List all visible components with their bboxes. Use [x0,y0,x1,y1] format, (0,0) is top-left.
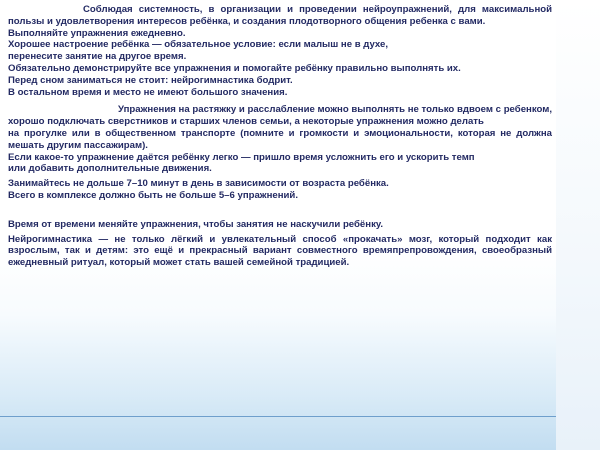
bottom-divider [0,416,556,417]
paragraph-stretching: Упражнения на растяжку и расслабление можно выполнять не только вдвоем с ребенком, хорошо подключать сверстников и старших членов семьи, а некоторые упражнения можно делать [8,104,552,128]
paragraph-neurogymnastics: Нейрогимнастика — не только лёгкий и увлекательный способ «прокачать» мозг, который подходит как взрослым, так и детям: это ещё и прекрасный вариант совместного времяпрепровождения, своеобразный ежедневный ритуал, который может стать вашей семейной традицией. [8,233,552,269]
paragraph-daily: Выполняйте упражнения ежедневно. [8,27,186,39]
paragraph-easy-exercise: Если какое-то упражнение даётся ребёнку легко — пришло время усложнить его и ускорить темп [8,151,475,163]
paragraph-count: Всего в комплексе должно быть не больше 5–6 упражнений. [8,189,298,201]
paragraph-systematic: Соблюдая системность, в организации и проведении нейроупражнений, для максимальной пользы и удовлетворения интересов ребёнка, и создания плодотворного общения ребенка с вами. [8,4,552,27]
paragraph-add-movements: или добавить дополнительные движения. [8,163,212,175]
paragraph-reschedule: перенесите занятие на другое время. [8,51,187,63]
slide-body-text [8,4,552,269]
paragraph-time-place: В остальном время и место не имеют большого значения. [8,86,288,98]
paragraph-mood: Хорошее настроение ребёнка — обязательное условие: если малыш не в духе, [8,39,389,51]
slide-right-strip [556,0,600,450]
paragraph-transport: на прогулке или в общественном транспорте (помните и громкости и эмоциональности, которая не должна мешать другим пассажирам). [8,127,552,151]
paragraph-demonstrate: Обязательно демонстрируйте все упражнения и помогайте ребёнку правильно выполнять их. [8,62,461,74]
paragraph-before-sleep: Перед сном заниматься не стоит: нейрогимнастика бодрит. [8,74,293,86]
paragraph-change-exercises: Время от времени меняйте упражнения, чтобы занятия не наскучили ребёнку. [8,218,384,230]
paragraph-duration: Занимайтесь не дольше 7–10 минут в день в зависимости от возраста ребёнка. [8,178,389,190]
